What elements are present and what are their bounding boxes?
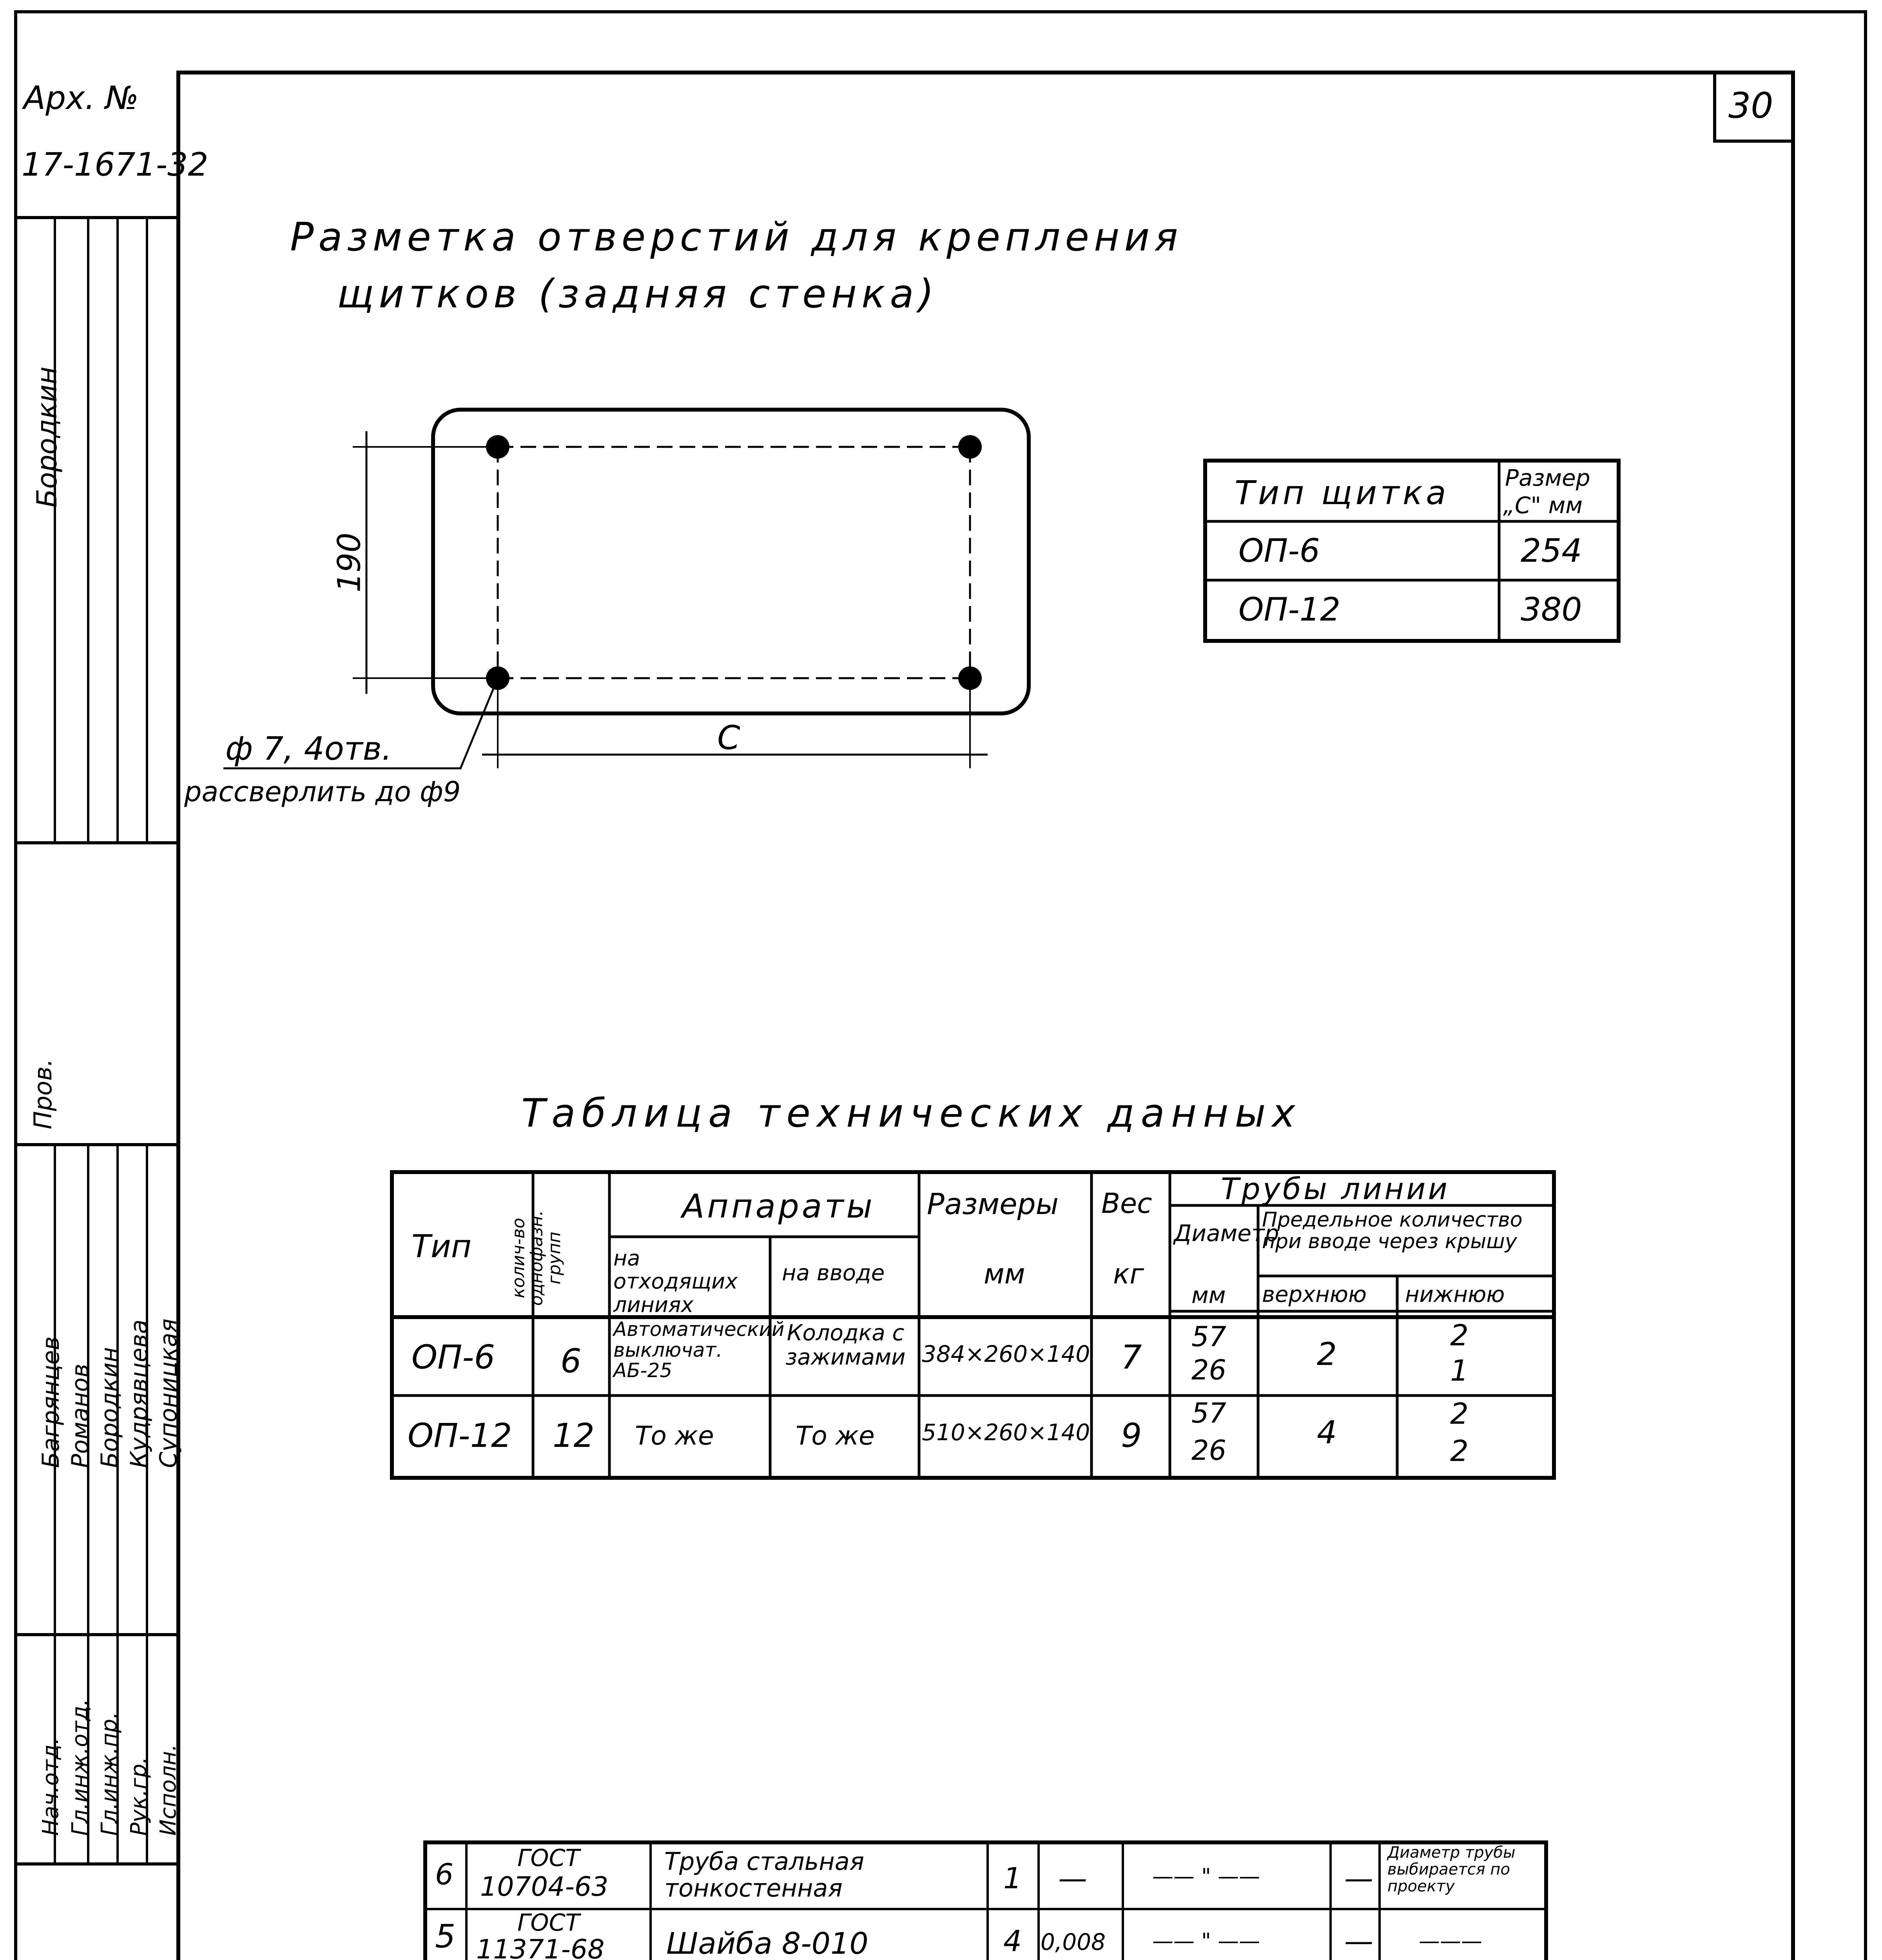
tech-row1-outgoing: Автоматический выключат. АБ-25: [613, 1318, 785, 1382]
tech-h-dims-unit: мм: [984, 1258, 1025, 1290]
tech-h-groups: колич-во однофазн. групп: [508, 1210, 565, 1306]
tech-row1-weight: 7: [1121, 1338, 1142, 1376]
size-table-type-1: ОП-6: [1238, 532, 1320, 570]
spec-row6-sheet: —: [1344, 1862, 1373, 1895]
stamp-name-2: Романов: [67, 1363, 94, 1468]
tech-h-type: Тип: [412, 1228, 472, 1265]
tech-row2-bottom-1: 2: [1450, 1397, 1469, 1431]
spec-row5-note: ———: [1419, 1929, 1482, 1953]
tech-row1-bottom-2: 1: [1450, 1354, 1469, 1388]
tech-row2-diam-2: 26: [1191, 1434, 1227, 1466]
spec-row5-des-2: 11371-68: [476, 1934, 605, 1960]
tech-h-input: на вводе: [782, 1260, 885, 1286]
tech-row2-weight: 9: [1121, 1416, 1142, 1455]
size-table-size-1: 254: [1521, 532, 1582, 570]
spec-row5-qty: 4: [1003, 1924, 1022, 1958]
tech-h-outgoing: на отходящих линиях: [613, 1246, 738, 1317]
stamp-check-label: Пров.: [29, 1058, 57, 1129]
tech-h-limit: Предельное количество при вводе через крышу: [1262, 1208, 1523, 1253]
spec-row6-weight: —: [1058, 1862, 1087, 1895]
stamp-role-1: Нач.отд.: [38, 1737, 63, 1836]
spec-row6-name: Труба стальная тонкостенная: [664, 1847, 865, 1903]
spec-row5-name: Шайба 8-010: [666, 1926, 868, 1960]
tech-row2-outgoing: То же: [635, 1421, 714, 1451]
tech-row1-diam-2: 26: [1191, 1354, 1227, 1386]
spec-row6-note: Диаметр трубы выбирается по проекту: [1387, 1844, 1516, 1896]
size-table-size-2: 380: [1521, 591, 1582, 628]
dimension-c: C: [717, 719, 740, 757]
tech-row1-dims: 384×260×140: [922, 1341, 1090, 1367]
spec-row5-weight: 0,008: [1041, 1929, 1106, 1955]
size-table-header-size-1: Размер: [1505, 465, 1590, 491]
tech-row2-dims: 510×260×140: [922, 1419, 1090, 1446]
tech-row1-bottom-1: 2: [1450, 1319, 1469, 1352]
spec-row5-pos: 5: [435, 1918, 456, 1955]
spec-row6-des-2: 10704-63: [480, 1871, 609, 1902]
tech-table-title: Таблица технических данных: [521, 1090, 1302, 1136]
hole-note-2: рассверлить до ф9: [184, 776, 461, 808]
archive-label: Арх. №: [24, 80, 139, 117]
sheet-number-top: 30: [1728, 85, 1773, 126]
tech-row2-groups: 12: [553, 1416, 595, 1455]
tech-h-diam-unit: мм: [1191, 1282, 1226, 1308]
tech-h-bottom: нижнюю: [1405, 1282, 1505, 1307]
dimension-190: 190: [331, 532, 368, 593]
drawing-title-line2: щитков (задняя стенка): [337, 271, 939, 317]
tech-row2-diam-1: 57: [1191, 1397, 1227, 1429]
tech-row1-diam-1: 57: [1191, 1321, 1227, 1353]
outer-border: [16, 12, 1866, 1960]
spec-row6-mat: —— " ——: [1152, 1864, 1260, 1889]
tech-h-diam: Диаметр: [1174, 1220, 1279, 1247]
spec-row6-des-1: ГОСТ: [517, 1844, 580, 1872]
tech-h-top: верхнюю: [1262, 1282, 1367, 1307]
spec-row5-sheet: —: [1344, 1924, 1373, 1958]
stamp-name-4: Кудрявцева: [125, 1319, 153, 1468]
tech-row2-input: То же: [796, 1421, 875, 1451]
size-table-header-size-2: „С" мм: [1503, 492, 1583, 519]
tech-row1-input: Колодка с зажимами: [785, 1320, 906, 1370]
tech-row1-type: ОП-6: [412, 1338, 495, 1376]
stamp-name-5: Супоницкая: [155, 1318, 182, 1468]
size-table-header-type: Тип щитка: [1235, 474, 1449, 512]
tech-row1-groups: 6: [560, 1342, 582, 1380]
stamp-role-3: Гл.инж.пр.: [97, 1711, 122, 1836]
stamp-name-1: Багрянцев: [37, 1336, 65, 1468]
stamp-name-3: Бородкин: [96, 1347, 123, 1468]
tech-h-pipes: Трубы линии: [1221, 1171, 1450, 1206]
spec-row5-des-1: ГОСТ: [517, 1909, 580, 1936]
tech-row1-top: 2: [1317, 1336, 1337, 1372]
tech-h-weight-unit: кг: [1113, 1258, 1144, 1290]
size-table-type-2: ОП-12: [1238, 591, 1341, 628]
tech-h-dims: Размеры: [927, 1187, 1059, 1221]
tech-row2-top: 4: [1317, 1414, 1337, 1451]
spec-row6-pos: 6: [435, 1858, 454, 1891]
hole-note-1: ф 7, 4отв.: [225, 730, 392, 768]
tech-h-weight: Вес: [1101, 1187, 1152, 1220]
tech-row2-bottom-2: 2: [1450, 1434, 1469, 1468]
stamp-name-vertical: Бородкин: [31, 366, 63, 508]
panel-outline: [433, 410, 1029, 713]
spec-row5-mat: —— " ——: [1152, 1929, 1260, 1953]
spec-row6-qty: 1: [1003, 1862, 1022, 1895]
stamp-role-4: Рук.гр.: [126, 1757, 152, 1836]
tech-h-apparatus: Аппараты: [682, 1187, 875, 1225]
inner-border: [178, 73, 1793, 1960]
drawing-title-line1: Разметка отверстий для крепления: [290, 214, 1183, 260]
stamp-role-2: Гл.инж.отд.: [67, 1699, 93, 1836]
tech-row2-type: ОП-12: [408, 1416, 512, 1455]
stamp-role-5: Исполн.: [156, 1744, 181, 1836]
archive-number: 17-1671-32: [22, 146, 209, 183]
